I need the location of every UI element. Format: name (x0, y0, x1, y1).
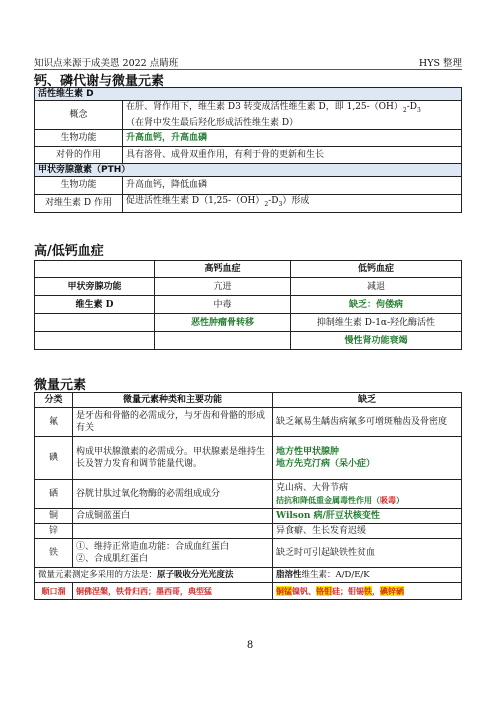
col-high: 高钙血症 (155, 261, 291, 278)
row-label: 甲状旁腺功能 (35, 278, 155, 296)
mnemonic-label: 顺口溜 (35, 583, 73, 600)
concept-line1: 在肝、肾作用下，维生素 D3 转变成活性维生素 D，即 1,25-（OH） (126, 102, 403, 112)
calcemia-table (34, 260, 462, 350)
table-row (35, 480, 462, 509)
mnemonic-text: 铜佛涅槃，铁骨归西；墨西哥，典型猛 (73, 583, 273, 600)
element-name: 铜 (35, 509, 73, 524)
table-row (35, 129, 462, 146)
method-cell (35, 568, 273, 583)
table-row (35, 509, 462, 524)
mn-f: 铁 (364, 586, 372, 596)
element-function: 谷胱甘肽过氧化物酶的必需组成成分 (73, 480, 273, 509)
method-label: 微量元素测定多采用的方法是： (38, 570, 158, 580)
element-name: 氟 (35, 408, 73, 437)
head-class: 分类 (35, 393, 73, 408)
table-row (35, 437, 462, 480)
lack-line2a: 拮抗和降低重金属毒性作用（ (276, 495, 380, 505)
element-lack: 缺乏氟易生龋齿病氟多可增斑釉齿及骨密度 (273, 408, 462, 437)
element-function (73, 524, 273, 539)
table-row (35, 101, 462, 130)
element-lack (273, 480, 462, 509)
table-row (35, 194, 462, 212)
method-value: 原子吸收分光光度法 (157, 570, 234, 580)
vitd-title: 活性维生素 D (35, 88, 462, 101)
row-label: 对维生素 D 作用 (35, 194, 123, 212)
pth-vd-sub2: 3 (278, 201, 283, 209)
table-row (35, 176, 462, 194)
col-low: 低钙血症 (291, 261, 462, 278)
pth-vd-c: ）形成 (282, 196, 310, 207)
section-title-calcium: 钙、磷代谢与微量元素 (34, 74, 165, 89)
fat-label: 脂溶性 (276, 570, 302, 580)
cell-low: 缺乏：佝偻病 (291, 296, 462, 314)
mn-b: 镍钒、 (292, 586, 316, 596)
method-row (35, 568, 462, 583)
concept-sub: 2 (402, 106, 407, 114)
element-function: 构成甲状腺激素的必需成分。甲状腺素是维持生长及智力发育和调节能量代谢。 (73, 437, 273, 480)
page-header (34, 55, 462, 70)
lack-line2 (276, 494, 458, 506)
calcemia-header-row (35, 261, 462, 278)
head-lack: 缺乏 (273, 393, 462, 408)
table-row (35, 408, 462, 437)
mn-h: 碘锌硒 (380, 586, 404, 596)
fat-value: 维生素：A/D/E/K (301, 570, 370, 580)
row-label: 对骨的作用 (35, 146, 123, 163)
pth-vd-a: 促进活性维生素 D（1,25-（OH） (126, 196, 265, 207)
table-row (35, 314, 462, 332)
cell-high: 恶性肿瘤骨转移 (155, 314, 291, 332)
trace-header-row (35, 393, 462, 408)
head-function: 微量元素种类和主要功能 (73, 393, 273, 408)
row-value: 升高血钙，降低血磷 (123, 176, 462, 194)
element-lack: 缺乏时可引起缺铁性贫血 (273, 539, 462, 568)
page-number: 8 (246, 640, 254, 651)
cell-high (155, 332, 291, 350)
table-row (35, 539, 462, 568)
element-lack (273, 437, 462, 480)
row-value: 升高血钙，升高血磷 (123, 129, 462, 146)
mn-d: 硅 (332, 586, 340, 596)
trace-elements-table (34, 392, 462, 600)
pth-vd-sub: 2 (264, 201, 269, 209)
table-row (35, 146, 462, 163)
pth-title: 甲状旁腺激素（PTH） (35, 163, 462, 176)
mn-g: ， (372, 586, 380, 596)
mnemonic-row (35, 583, 462, 600)
fat-soluble-cell (273, 568, 462, 583)
row-label: 生物功能 (35, 129, 123, 146)
func-line2: ②、合成肌红蛋白 (76, 554, 149, 564)
pth-header-row (35, 163, 462, 176)
section-title-trace: 微量元素 (34, 378, 87, 393)
lack-line2c: ） (396, 495, 404, 505)
lack-line2b: 吸毒 (380, 495, 396, 505)
element-name: 硒 (35, 480, 73, 509)
element-name: 铁 (35, 539, 73, 568)
row-label: 维生素 D (35, 296, 155, 314)
element-lack: Wilson 病/肝豆状核变性 (273, 509, 462, 524)
empty-header (35, 261, 155, 278)
element-name: 碘 (35, 437, 73, 480)
table-row (35, 278, 462, 296)
cell-low: 慢性肾功能衰竭 (291, 332, 462, 350)
element-function: 合成铜蓝蛋白 (73, 509, 273, 524)
pth-vd-b: -D (268, 196, 279, 207)
table-row (35, 524, 462, 539)
lack-line1: 地方性甲状腺肿 (276, 447, 340, 457)
element-function: 是牙齿和骨骼的必需成分，与牙齿和骨骼的形成有关 (73, 408, 273, 437)
lack-line1: 克山病、大骨节病 (276, 483, 349, 493)
mn-a: 铜锰 (276, 586, 292, 596)
row-value (123, 194, 462, 212)
cell-low: 减退 (291, 278, 462, 296)
cell-high: 中毒 (155, 296, 291, 314)
row-label: 生物功能 (35, 176, 123, 194)
concept-line2: （在肾中发生最后羟化形成活性维生素 D） (126, 117, 299, 128)
func-line1: ①、维持正常造血功能：合成血红蛋白 (76, 542, 230, 552)
mnemonic-right (273, 583, 462, 600)
cell-high: 亢进 (155, 278, 291, 296)
row-label (35, 332, 155, 350)
mn-c: 铬钼 (316, 586, 332, 596)
section-title-calcemia: 高/低钙血症 (34, 244, 104, 259)
row-label (35, 314, 155, 332)
concept-cell (123, 101, 462, 130)
vitd-pth-table (34, 87, 462, 213)
table-row (35, 296, 462, 314)
row-label: 概念 (35, 101, 123, 130)
table-row (35, 332, 462, 350)
element-lack: 异食癖、生长发育迟缓 (273, 524, 462, 539)
lack-line2: 地方先克汀病（呆小症） (276, 459, 376, 469)
header-source: 知识点来源于成美恩 2022 点睛班 (34, 58, 179, 69)
element-function (73, 539, 273, 568)
concept-line1b: -D (406, 102, 418, 112)
concept-sub2: 3 (417, 106, 421, 114)
element-name: 锌 (35, 524, 73, 539)
row-value: 具有溶骨、成骨双重作用，有利于骨的更新和生长 (123, 146, 462, 163)
header-author: HYS 整理 (418, 58, 462, 69)
mn-e: ；钼锡 (340, 586, 364, 596)
cell-low: 抑制维生素 D-1α-羟化酶活性 (291, 314, 462, 332)
vitd-header-row (35, 88, 462, 101)
